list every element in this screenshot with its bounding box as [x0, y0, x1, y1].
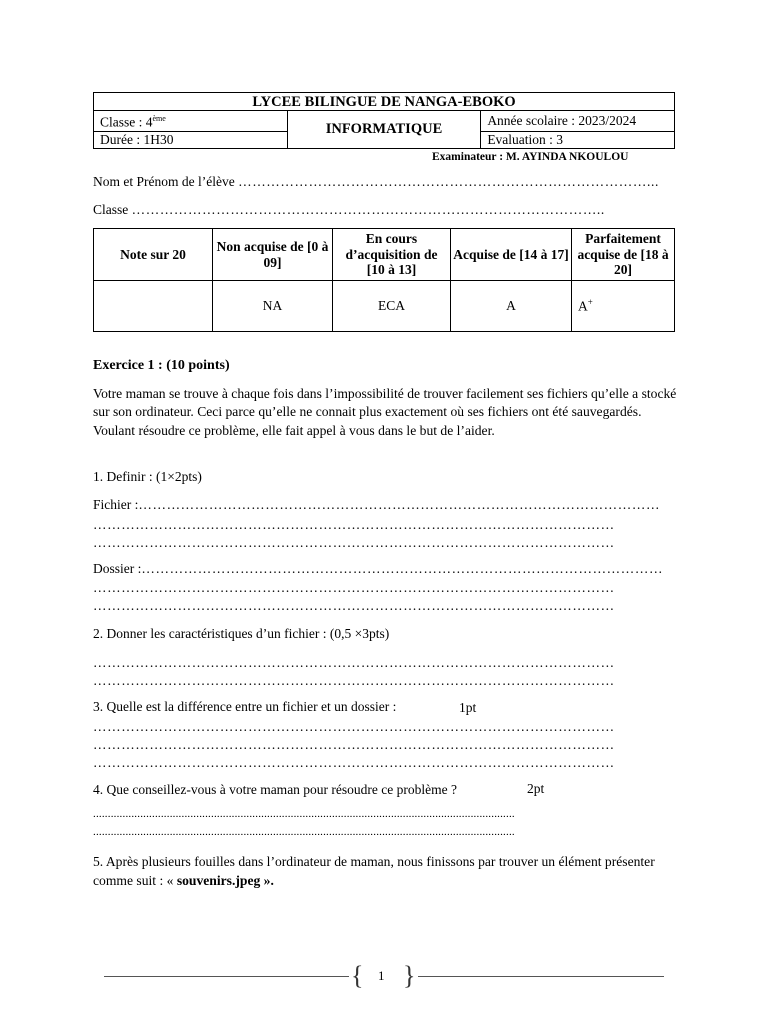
- question-3: 3. Quelle est la différence entre un fichier et un dossier :: [93, 699, 397, 714]
- answer-dots: …………………………………………………………………………………………………: [93, 517, 615, 532]
- fichier-line: [93, 497, 675, 513]
- answer-dots: …………………………………………………………………………………………………: [138, 497, 661, 512]
- grade-na: NA: [213, 281, 333, 332]
- exercise-title: Exercice 1 : (10 points): [93, 358, 230, 373]
- fichier-label: Fichier :: [93, 497, 139, 512]
- answer-dots: ...............................................................................................................................................: [93, 826, 515, 838]
- evaluation-number: Evaluation : 3: [481, 131, 675, 148]
- class-sup: ème: [152, 114, 166, 123]
- grade-a: A: [451, 281, 572, 332]
- answer-dots: …………………………………………………………………………………………………: [93, 673, 615, 688]
- question-1: 1. Definir : (1×2pts): [93, 469, 202, 484]
- answer-dots: …………………………………………………………………………………………………: [93, 580, 615, 595]
- grade-header-a: Acquise de [14 à 17]: [451, 229, 572, 281]
- school-year: Année scolaire : 2023/2024: [481, 111, 675, 132]
- grade-eca: ECA: [333, 281, 451, 332]
- footer-rule-left: [104, 976, 349, 977]
- question-4: 4. Que conseillez-vous à votre maman pour résoudre ce problème ?: [93, 782, 457, 797]
- answer-dots: …………………………………………………………………………………………………: [141, 561, 664, 576]
- answer-dots: …………………………………………………………………………………………………: [93, 535, 615, 550]
- question-3-points: 1pt: [459, 700, 477, 715]
- grade-header-note: Note sur 20: [94, 229, 213, 281]
- answer-dots: …………………………………………………………………………………………………: [93, 655, 615, 670]
- question-5: [93, 853, 679, 890]
- footer-rule-right: [418, 976, 664, 977]
- school-name: LYCEE BILINGUE DE NANGA-EBOKO: [94, 93, 675, 111]
- grade-aplus-sup: +: [587, 297, 593, 308]
- grade-header-eca: En cours d’acquisition de [10 à 13]: [333, 229, 451, 281]
- student-class-line: [93, 202, 675, 218]
- student-class-dots: ………………………………………………………………………………………..: [131, 202, 605, 217]
- student-class-label: Classe: [93, 202, 129, 217]
- right-brace-icon: }: [403, 961, 416, 990]
- left-brace-icon: {: [351, 961, 364, 990]
- question-5-text: 5. Après plusieurs fouilles dans l’ordinateur de maman, nous finissons par trouver un élément présenter comme suit : «: [93, 854, 655, 888]
- duration: Durée : 1H30: [94, 131, 288, 148]
- answer-dots: …………………………………………………………………………………………………: [93, 755, 615, 770]
- question-4-points: 2pt: [527, 781, 545, 796]
- grade-header-na: Non acquise de [0 à 09]: [213, 229, 333, 281]
- subject-title: INFORMATIQUE: [287, 111, 481, 149]
- student-name-line: [93, 174, 675, 190]
- question-2: 2. Donner les caractéristiques d’un fichier : (0,5 ×3pts): [93, 626, 390, 641]
- examiner-name: Examinateur : M. AYINDA NKOULOU: [432, 151, 629, 163]
- exercise-intro: Votre maman se trouve à chaque fois dans l’impossibilité de trouver facilement ses fichiers qu’elle a stocké sur son ordinateur. Ceci parce qu’elle ne connait plus exactement où ses fichiers ont été sauvegardés. Voulant résoudre ce problème, elle fait appel à vous dans le but de l’aider.: [93, 386, 677, 438]
- student-name-dots: ……………………………………………………………………………...: [238, 174, 659, 189]
- grade-table: [93, 228, 675, 332]
- grade-aplus-cell: [572, 281, 675, 332]
- grade-header-aplus: Parfaitement acquise de [18 à 20]: [572, 229, 675, 281]
- answer-dots: …………………………………………………………………………………………………: [93, 598, 615, 613]
- page-number: 1: [378, 968, 385, 983]
- answer-dots: ...............................................................................................................................................: [93, 808, 515, 820]
- header-table: [93, 92, 675, 149]
- grade-aplus: A: [578, 298, 588, 314]
- answer-dots: …………………………………………………………………………………………………: [93, 737, 615, 752]
- grade-note-cell: [94, 281, 213, 332]
- class-cell: [94, 111, 288, 132]
- class-label: Classe : 4: [100, 114, 153, 130]
- dossier-label: Dossier :: [93, 561, 142, 576]
- dossier-line: [93, 561, 675, 577]
- answer-dots: …………………………………………………………………………………………………: [93, 719, 615, 734]
- student-name-label: Nom et Prénom de l’élève: [93, 174, 235, 189]
- question-5-filename: souvenirs.jpeg ».: [176, 872, 274, 888]
